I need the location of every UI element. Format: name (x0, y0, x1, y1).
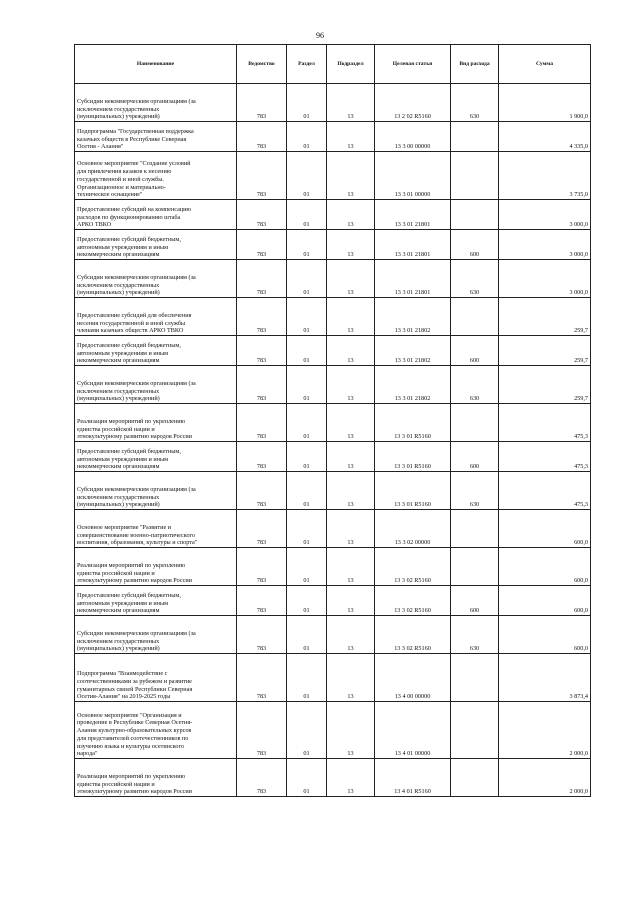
row-name: Реализация мероприятий по укреплению единства российской нации и этнокультурному развитию народов России (75, 404, 237, 442)
row-target-article: 13 3 01 21802 (375, 336, 451, 366)
row-subsection: 13 (327, 586, 375, 616)
header-section: Раздел (287, 45, 327, 84)
row-section: 01 (287, 366, 327, 404)
row-target-article: 13 4 00 00000 (375, 654, 451, 702)
row-department: 783 (237, 84, 287, 122)
row-section: 01 (287, 122, 327, 152)
row-name: Субсидии некоммерческим организациям (за исключением государственных (муниципальных) учреждений) (75, 84, 237, 122)
table-row (75, 548, 591, 586)
row-sum: 3 000,0 (499, 230, 591, 260)
row-expense-type (451, 759, 499, 797)
row-expense-type: 600 (451, 230, 499, 260)
row-target-article: 13 4 01 R5160 (375, 759, 451, 797)
row-department: 783 (237, 654, 287, 702)
budget-table (74, 44, 591, 797)
table-row (75, 336, 591, 366)
table-row (75, 586, 591, 616)
row-department: 783 (237, 510, 287, 548)
row-section: 01 (287, 616, 327, 654)
row-name: Основное мероприятие "Организация и проведение в Республике Северная Осетия- Алания культурно-образовательных курсов для представителей соотечественников по изучению языка и культуры осетинского народа" (75, 702, 237, 759)
row-department: 783 (237, 616, 287, 654)
row-name: Реализация мероприятий по укреплению единства российской нации и этнокультурному развитию народов России (75, 759, 237, 797)
row-subsection: 13 (327, 260, 375, 298)
row-target-article: 13 3 01 R5160 (375, 404, 451, 442)
row-sum: 600,0 (499, 510, 591, 548)
table-row (75, 759, 591, 797)
row-section: 01 (287, 702, 327, 759)
row-subsection: 13 (327, 122, 375, 152)
row-expense-type: 600 (451, 442, 499, 472)
row-target-article: 13 3 01 21802 (375, 298, 451, 336)
table-row (75, 702, 591, 759)
row-name: Предоставление субсидий бюджетным, автономным учреждениям и иным некоммерческим организациям (75, 442, 237, 472)
row-subsection: 13 (327, 298, 375, 336)
row-section: 01 (287, 230, 327, 260)
header-target-article: Целевая статья (375, 45, 451, 84)
row-department: 783 (237, 702, 287, 759)
row-section: 01 (287, 336, 327, 366)
row-name: Основное мероприятие "Создание условий для привлечения казаков к несению государственной и иной службы. Организационное и материально- техническое оснащение" (75, 152, 237, 200)
row-sum: 2 000,0 (499, 759, 591, 797)
table-row (75, 260, 591, 298)
table-row (75, 152, 591, 200)
row-expense-type (451, 548, 499, 586)
row-subsection: 13 (327, 366, 375, 404)
table-row (75, 298, 591, 336)
row-department: 783 (237, 260, 287, 298)
table-row (75, 84, 591, 122)
row-name: Субсидии некоммерческим организациям (за исключением государственных (муниципальных) учреждений) (75, 366, 237, 404)
row-name: Субсидии некоммерческим организациям (за исключением государственных (муниципальных) учреждений) (75, 616, 237, 654)
row-section: 01 (287, 472, 327, 510)
header-sum: Сумма (499, 45, 591, 84)
row-subsection: 13 (327, 404, 375, 442)
row-name: Предоставление субсидий бюджетным, автономным учреждениям и иным некоммерческим организациям (75, 336, 237, 366)
row-department: 783 (237, 366, 287, 404)
table-row (75, 404, 591, 442)
row-target-article: 13 3 01 R5160 (375, 442, 451, 472)
row-name: Субсидии некоммерческим организациям (за исключением государственных (муниципальных) учреждений) (75, 260, 237, 298)
row-subsection: 13 (327, 759, 375, 797)
table-row (75, 122, 591, 152)
row-name: Предоставление субсидий бюджетным, автономным учреждениям и иным некоммерческим организациям (75, 230, 237, 260)
row-section: 01 (287, 298, 327, 336)
row-sum: 1 900,0 (499, 84, 591, 122)
row-subsection: 13 (327, 510, 375, 548)
row-department: 783 (237, 404, 287, 442)
row-target-article: 13 2 02 R5160 (375, 84, 451, 122)
row-subsection: 13 (327, 84, 375, 122)
row-sum: 475,3 (499, 404, 591, 442)
table-row (75, 200, 591, 230)
row-expense-type (451, 510, 499, 548)
row-target-article: 13 3 02 R5160 (375, 586, 451, 616)
row-department: 783 (237, 122, 287, 152)
table-row (75, 654, 591, 702)
row-expense-type: 630 (451, 616, 499, 654)
row-sum: 3 000,0 (499, 200, 591, 230)
row-sum: 600,0 (499, 548, 591, 586)
table-row (75, 616, 591, 654)
row-target-article: 13 3 02 R5160 (375, 616, 451, 654)
row-section: 01 (287, 84, 327, 122)
row-subsection: 13 (327, 230, 375, 260)
row-sum: 259,7 (499, 366, 591, 404)
row-subsection: 13 (327, 616, 375, 654)
row-section: 01 (287, 759, 327, 797)
row-target-article: 13 3 00 00000 (375, 122, 451, 152)
row-name: Предоставление субсидий бюджетным, автономным учреждениям и иным некоммерческим организациям (75, 586, 237, 616)
row-name: Подпрограмма "Взаимодействие с соотечественниками за рубежом и развитие гуманитарных связей Республики Северная Осетия-Алания" на 2019-2025 годы (75, 654, 237, 702)
row-target-article: 13 3 02 R5160 (375, 548, 451, 586)
row-section: 01 (287, 260, 327, 298)
row-department: 783 (237, 200, 287, 230)
row-name: Предоставление субсидий на компенсацию расходов по функционированию штаба АРКО ТВКО (75, 200, 237, 230)
row-section: 01 (287, 152, 327, 200)
row-target-article: 13 3 01 21801 (375, 230, 451, 260)
row-target-article: 13 3 01 R5160 (375, 472, 451, 510)
row-subsection: 13 (327, 702, 375, 759)
header-subsection: Подраздел (327, 45, 375, 84)
row-expense-type: 600 (451, 336, 499, 366)
row-expense-type: 630 (451, 260, 499, 298)
row-sum: 475,3 (499, 442, 591, 472)
row-expense-type: 630 (451, 472, 499, 510)
row-subsection: 13 (327, 200, 375, 230)
row-section: 01 (287, 586, 327, 616)
page-number: 96 (316, 31, 324, 40)
row-target-article: 13 4 01 00000 (375, 702, 451, 759)
row-name: Предоставление субсидий для обеспечения несения государственной и иной службы членами казачьих обществ АРКО ТВКО (75, 298, 237, 336)
row-section: 01 (287, 200, 327, 230)
row-target-article: 13 3 01 21802 (375, 366, 451, 404)
row-section: 01 (287, 404, 327, 442)
row-name: Реализация мероприятий по укреплению единства российской нации и этнокультурному развитию народов России (75, 548, 237, 586)
row-subsection: 13 (327, 152, 375, 200)
row-target-article: 13 3 01 00000 (375, 152, 451, 200)
row-section: 01 (287, 654, 327, 702)
row-subsection: 13 (327, 442, 375, 472)
row-expense-type: 630 (451, 84, 499, 122)
row-expense-type (451, 404, 499, 442)
row-expense-type (451, 654, 499, 702)
row-target-article: 13 3 01 21801 (375, 200, 451, 230)
row-section: 01 (287, 510, 327, 548)
row-expense-type (451, 152, 499, 200)
row-department: 783 (237, 759, 287, 797)
row-department: 783 (237, 472, 287, 510)
row-expense-type: 630 (451, 366, 499, 404)
row-department: 783 (237, 298, 287, 336)
row-expense-type: 600 (451, 586, 499, 616)
row-target-article: 13 3 01 21801 (375, 260, 451, 298)
row-section: 01 (287, 548, 327, 586)
row-name: Основное мероприятие "Развитие и совершенствование военно-патриотического воспитания, образования, культуры и спорта" (75, 510, 237, 548)
row-department: 783 (237, 442, 287, 472)
row-sum: 259,7 (499, 336, 591, 366)
row-expense-type (451, 200, 499, 230)
header-name: Наименование (75, 45, 237, 84)
row-department: 783 (237, 230, 287, 260)
table-row (75, 472, 591, 510)
row-subsection: 13 (327, 472, 375, 510)
table-header-row (75, 45, 591, 84)
row-target-article: 13 3 02 00000 (375, 510, 451, 548)
table-row (75, 366, 591, 404)
row-name: Субсидии некоммерческим организациям (за исключением государственных (муниципальных) учреждений) (75, 472, 237, 510)
header-expense-type: Вид расхода (451, 45, 499, 84)
row-expense-type (451, 122, 499, 152)
row-sum: 259,7 (499, 298, 591, 336)
row-department: 783 (237, 152, 287, 200)
table-row (75, 230, 591, 260)
row-name: Подпрограмма "Государственная поддержка казачьих обществ в Республике Северная Осетия - Алания" (75, 122, 237, 152)
row-sum: 2 000,0 (499, 702, 591, 759)
table-row (75, 510, 591, 548)
row-sum: 4 335,0 (499, 122, 591, 152)
row-department: 783 (237, 548, 287, 586)
row-expense-type (451, 298, 499, 336)
row-sum: 600,0 (499, 616, 591, 654)
row-expense-type (451, 702, 499, 759)
table-row (75, 442, 591, 472)
row-subsection: 13 (327, 654, 375, 702)
row-sum: 3 873,4 (499, 654, 591, 702)
row-section: 01 (287, 442, 327, 472)
row-sum: 600,0 (499, 586, 591, 616)
row-sum: 3 735,0 (499, 152, 591, 200)
row-sum: 3 000,0 (499, 260, 591, 298)
row-subsection: 13 (327, 548, 375, 586)
row-sum: 475,3 (499, 472, 591, 510)
row-department: 783 (237, 336, 287, 366)
row-subsection: 13 (327, 336, 375, 366)
header-department: Ведомство (237, 45, 287, 84)
row-department: 783 (237, 586, 287, 616)
